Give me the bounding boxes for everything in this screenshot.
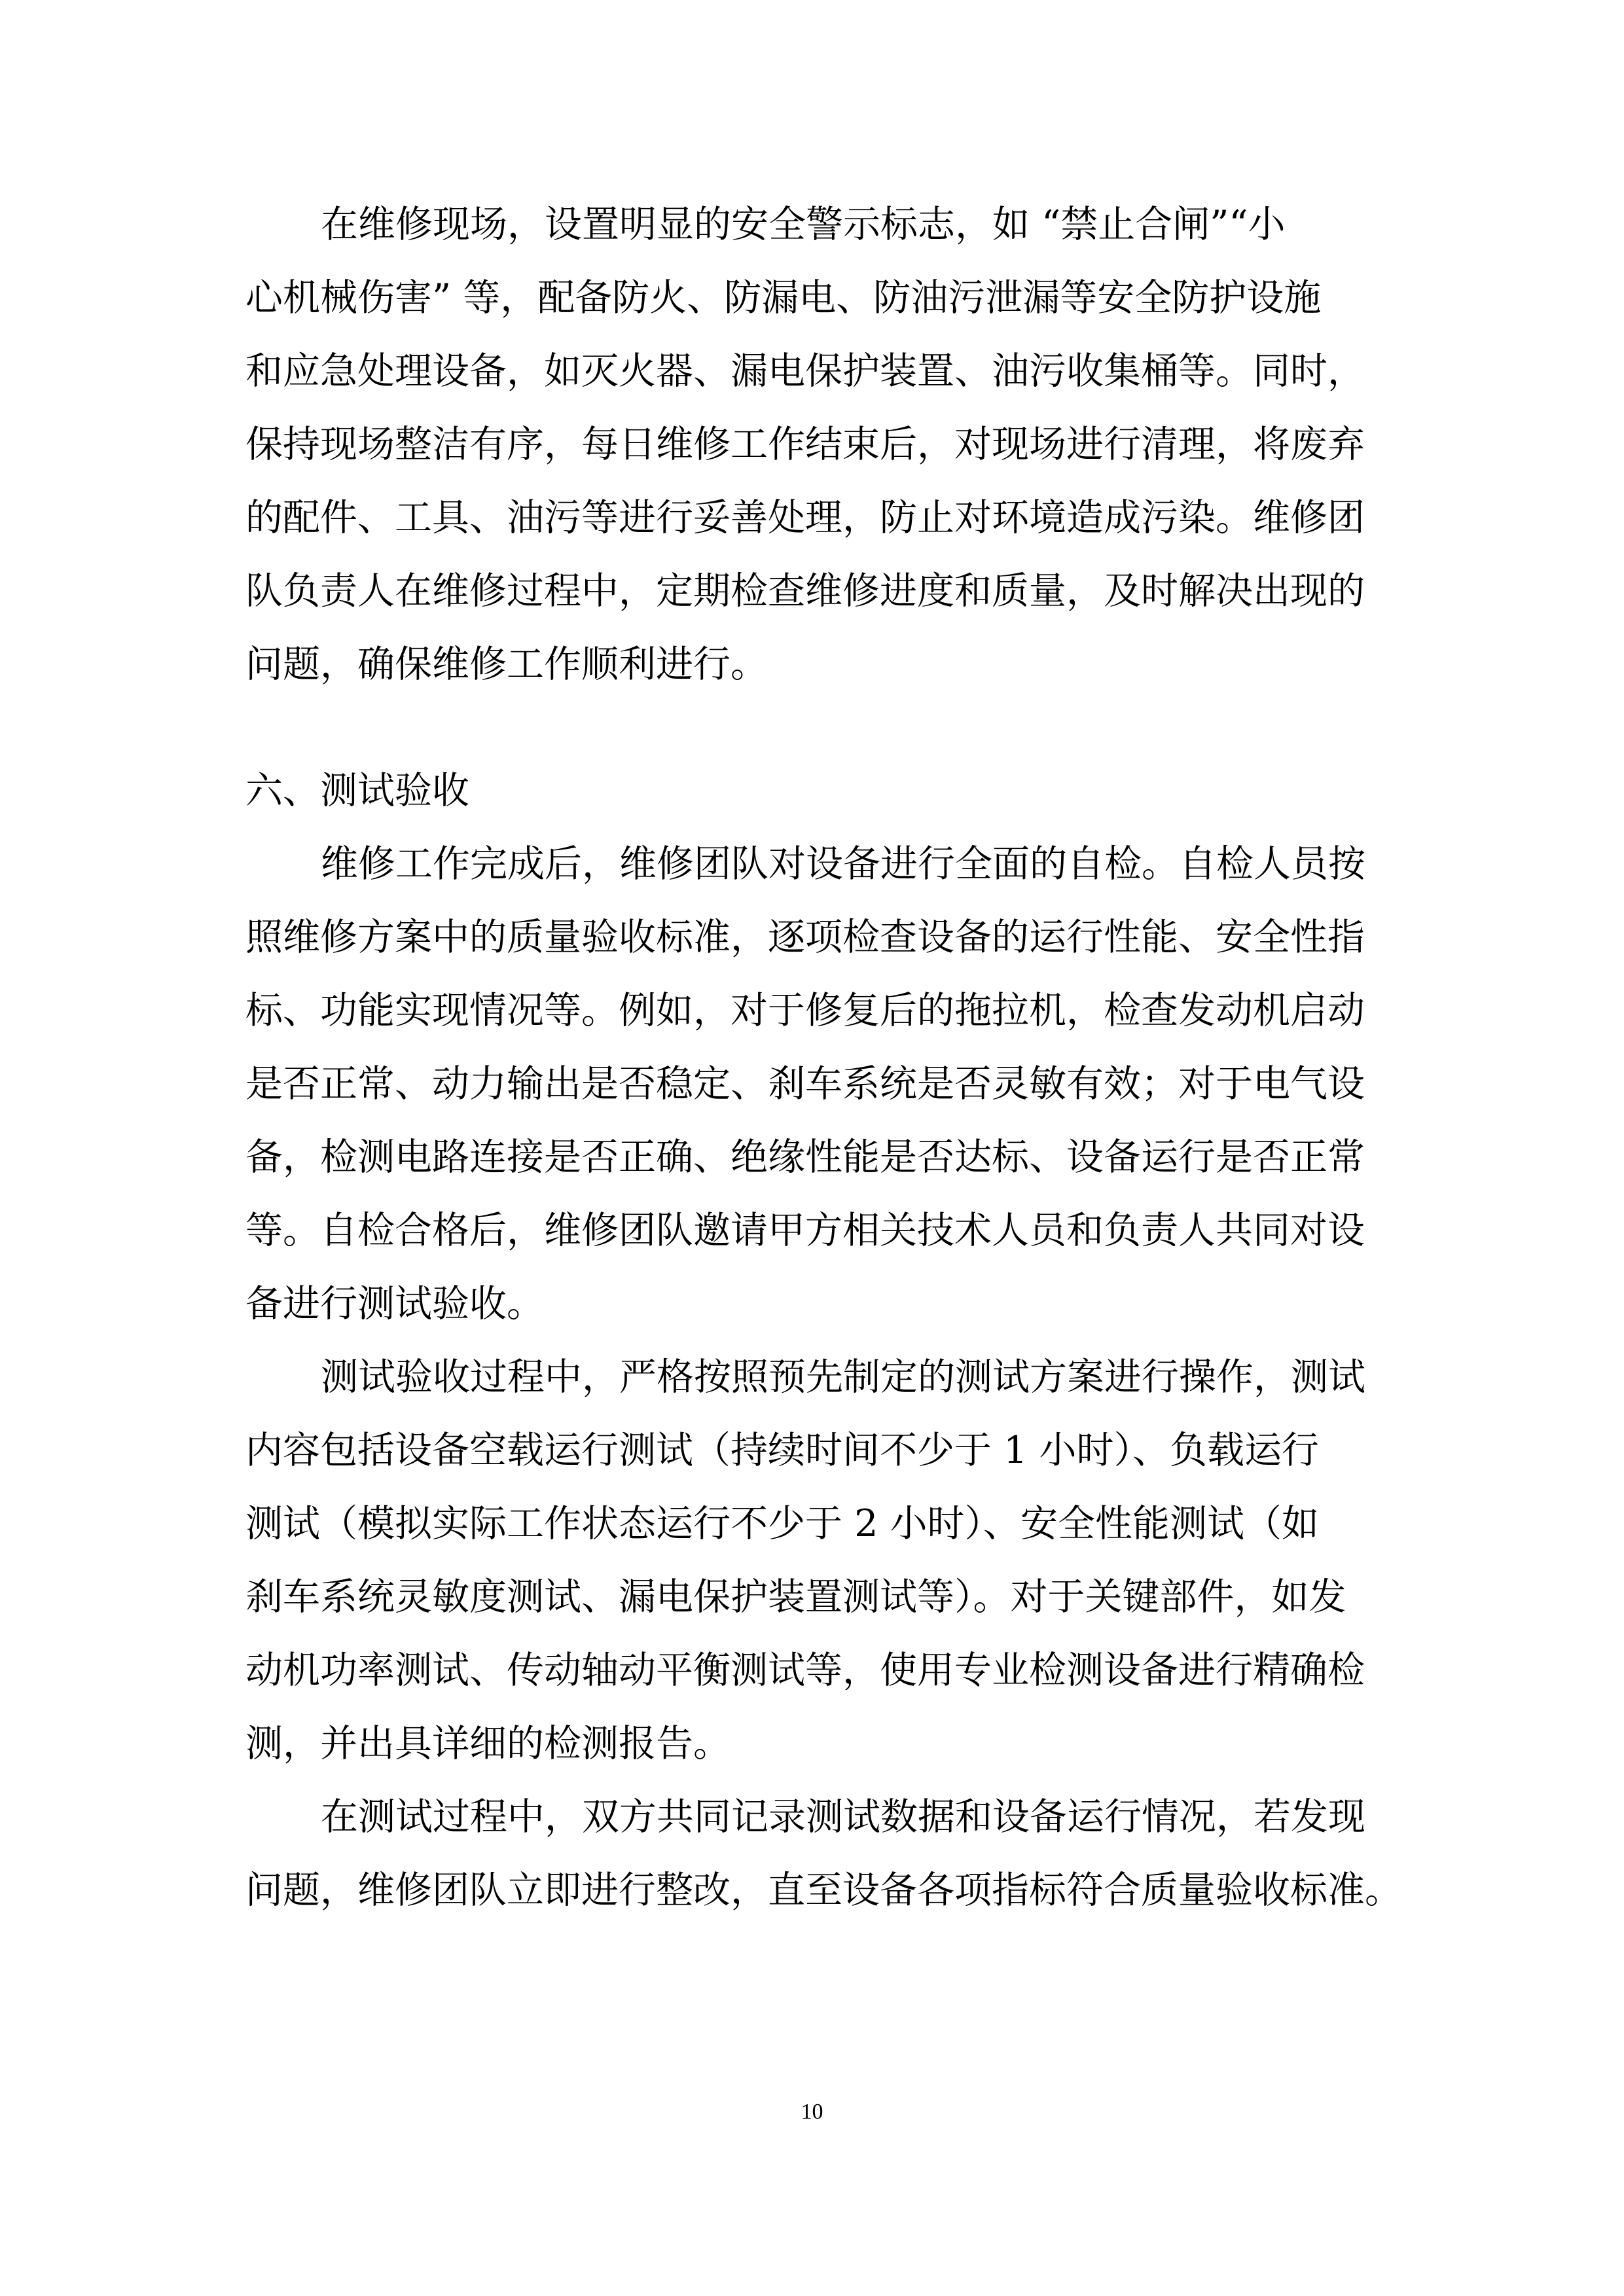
paragraph-3-line-3: 测试（模拟实际工作状态运行不少于 2 小时）、安全性能测试（如 — [245, 1502, 1320, 1545]
paragraph-3-line-4: 刹车系统灵敏度测试、漏电保护装置测试等）。对于关键部件，如发 — [245, 1575, 1346, 1619]
paragraph-1-line-7: 问题，确保维修工作顺利进行。 — [245, 643, 768, 686]
paragraph-2-line-1: 维修工作完成后，维修团队对设备进行全面的自检。自检人员按 — [321, 842, 1365, 886]
paragraph-4-line-2: 问题，维修团队立即进行整改，直至设备各项指标符合质量验收标准。 — [245, 1869, 1402, 1912]
paragraph-2-line-7: 备进行测试验收。 — [245, 1282, 544, 1325]
section-heading: 六、测试验收 — [245, 769, 469, 812]
paragraph-1-line-1: 在维修现场，设置明显的安全警示标志，如 “禁止合闸”“小 — [321, 203, 1286, 246]
paragraph-4-line-1: 在测试过程中，双方共同记录测试数据和设备运行情况，若发现 — [321, 1795, 1365, 1839]
paragraph-2-line-5: 备，检测电路连接是否正确、绝缘性能是否达标、设备运行是否正常 — [245, 1136, 1365, 1179]
paragraph-1-line-2: 心机械伤害” 等，配备防火、防漏电、防油污泄漏等安全防护设施 — [245, 276, 1322, 319]
paragraph-1-line-6: 队负责人在维修过程中，定期检查维修进度和质量，及时解决出现的 — [245, 569, 1365, 613]
paragraph-1-line-3: 和应急处理设备，如灭火器、漏电保护装置、油污收集桶等。同时， — [245, 350, 1365, 393]
paragraph-2-line-2: 照维修方案中的质量验收标准，逐项检查设备的运行性能、安全性指 — [245, 916, 1365, 959]
paragraph-2-line-6: 等。自检合格后，维修团队邀请甲方相关技术人员和负责人共同对设 — [245, 1209, 1365, 1252]
paragraph-3-line-5: 动机功率测试、传动轴动平衡测试等，使用专业检测设备进行精确检 — [245, 1649, 1365, 1692]
page-number: 10 — [801, 2100, 823, 2124]
paragraph-3-line-1: 测试验收过程中，严格按照预先制定的测试方案进行操作，测试 — [321, 1355, 1365, 1399]
paragraph-3-line-2: 内容包括设备空载运行测试（持续时间不少于 1 小时）、负载运行 — [245, 1429, 1320, 1472]
paragraph-1-line-5: 的配件、工具、油污等进行妥善处理，防止对环境造成污染。维修团 — [245, 496, 1365, 539]
paragraph-2-line-4: 是否正常、动力输出是否稳定、刹车系统是否灵敏有效；对于电气设 — [245, 1062, 1365, 1105]
paragraph-1-line-4: 保持现场整洁有序，每日维修工作结束后，对现场进行清理，将废弃 — [245, 423, 1365, 466]
paragraph-2-line-3: 标、功能实现情况等。例如，对于修复后的拖拉机，检查发动机启动 — [245, 989, 1365, 1032]
paragraph-3-line-6: 测，并出具详细的检测报告。 — [245, 1722, 731, 1765]
